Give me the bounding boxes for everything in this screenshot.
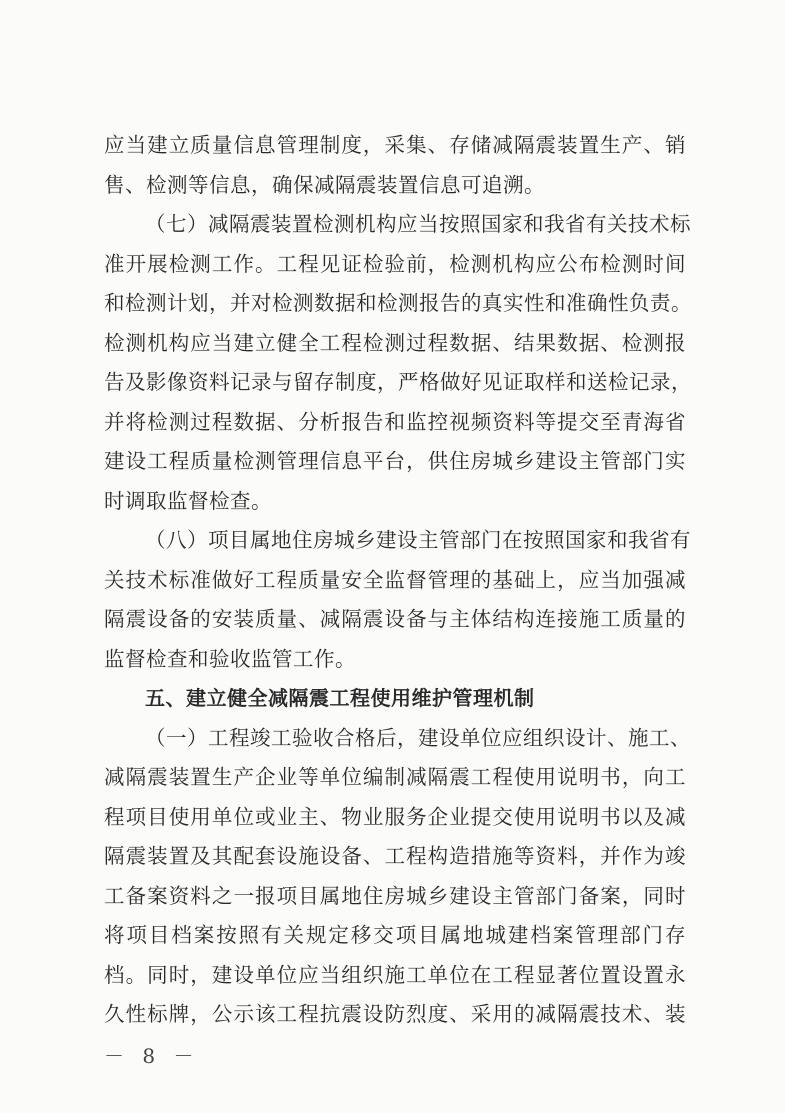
text-line: （七）减隔震装置检测机构应当按照国家和我省有关技术标	[145, 212, 691, 236]
text-line: 应当建立质量信息管理制度，采集、存储减隔震装置生产、销	[104, 133, 686, 157]
document-body	[104, 126, 692, 1035]
text-line: 售、检测等信息，确保减隔震装置信息可追溯。	[104, 172, 545, 197]
text-line: （八）项目属地住房城乡建设主管部门在按照国家和我省有	[145, 528, 691, 552]
text-line: 档。同时，建设单位应当组织施工单位在工程显著位置设置永	[104, 962, 686, 987]
text-line: 久性标牌，公示该工程抗震设防烈度、采用的减隔震技术、装	[104, 1002, 686, 1026]
text-line: 工备案资料之一报项目属地住房城乡建设主管部门备案，同时	[104, 883, 686, 908]
text-line: 隔震装置及其配套设施设备、工程构造措施等资料，并作为竣	[104, 844, 686, 868]
text-line: 时调取监督检查。	[104, 488, 272, 513]
text-line: 程项目使用单位或业主、物业服务企业提交使用说明书以及减	[104, 804, 686, 829]
text-line: 隔震设备的安装质量、减隔震设备与主体结构连接施工质量的	[104, 607, 686, 631]
text-line: 监督检查和验收监管工作。	[104, 646, 356, 671]
section-heading: 五、建立健全减隔震工程使用维护管理机制	[145, 686, 535, 710]
page-number: － 8 －	[104, 1044, 200, 1068]
text-line: 并将检测过程数据、分析报告和监控视频资料等提交至青海省	[104, 409, 686, 434]
text-line: 和检测计划，并对检测数据和检测报告的真实性和准确性负责。	[104, 291, 692, 315]
text-line: 检测机构应当建立健全工程检测过程数据、结果数据、检测报	[104, 330, 686, 355]
text-line: 将项目档案按照有关规定移交项目属地城建档案管理部门存	[104, 923, 686, 947]
text-line: 告及影像资料记录与留存制度，严格做好见证取样和送检记录，	[104, 370, 692, 394]
text-line: （一）工程竣工验收合格后，建设单位应组织设计、施工、	[145, 725, 691, 750]
text-line: 减隔震装置生产企业等单位编制减隔震工程使用说明书，向工	[104, 765, 686, 789]
text-line: 准开展检测工作。工程见证检验前，检测机构应公布检测时间	[104, 251, 686, 276]
text-line: 关技术标准做好工程质量安全监督管理的基础上，应当加强减	[104, 567, 686, 592]
text-line: 建设工程质量检测管理信息平台，供住房城乡建设主管部门实	[104, 449, 686, 473]
